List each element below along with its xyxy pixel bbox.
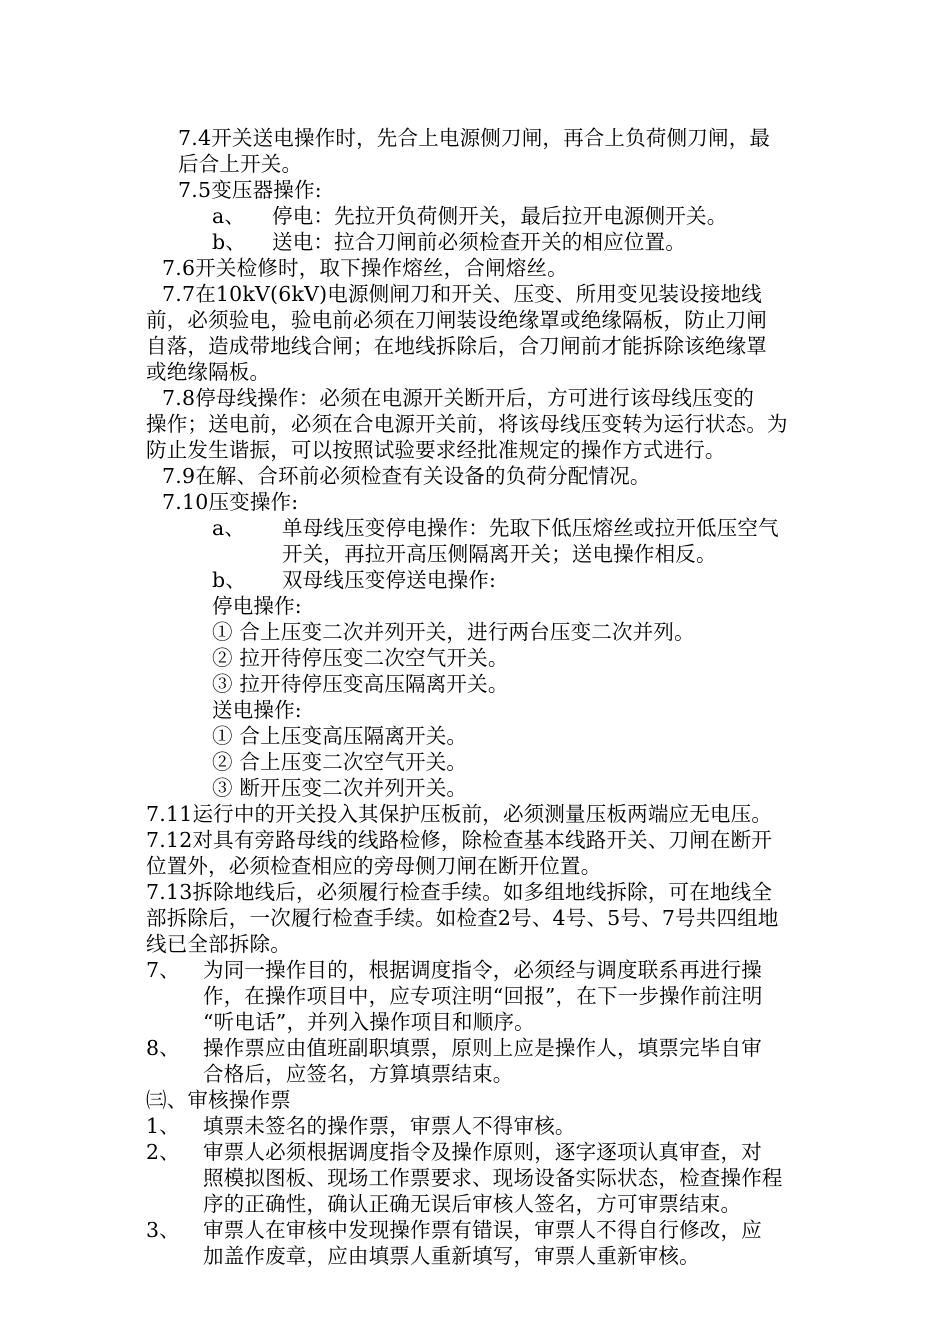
text-line: 位置外，必须检查相应的旁母侧刀闸在断开位置。 (146, 854, 602, 878)
text-line: 双母线压变停送电操作: (282, 568, 497, 592)
text-line: 送电：拉合刀闸前必须检查开关的相应位置。 (272, 230, 686, 254)
text-line: 序的正确性，确认正确无误后审核人签名，方可审票结束。 (203, 1192, 742, 1216)
text-line: 单母线压变停电操作：先取下低压熔丝或拉开低压空气 (282, 516, 779, 540)
text-line: 停电：先拉开负荷侧开关，最后拉开电源侧开关。 (272, 204, 728, 228)
list-marker: 2、 (146, 1140, 180, 1164)
text-line: 7.6开关检修时，取下操作熔丝，合闸熔丝。 (162, 256, 568, 280)
text-line: 操作；送电前，必须在合电源开关前，将该母线压变转为运行状态。为 (146, 412, 788, 436)
list-marker: 3、 (146, 1218, 180, 1242)
text-line: 合格后，应签名，方算填票结束。 (203, 1062, 514, 1086)
text-line: 作，在操作项目中，应专项注明“回报”，在下一步操作前注明 (203, 984, 763, 1008)
list-marker: b、 (212, 568, 247, 592)
text-line: ② 合上压变二次空气开关。 (212, 750, 468, 774)
text-line: ① 合上压变二次并列开关，进行两台压变二次并列。 (212, 620, 695, 644)
text-line: 后合上开关。 (178, 152, 303, 176)
text-line: 照模拟图板、现场工作票要求、现场设备实际状态，检查操作程 (203, 1166, 783, 1190)
text-line: 7.13拆除地线后，必须履行检查手续。如多组地线拆除，可在地线全 (146, 880, 773, 904)
text-line: 7.7在10kV(6kV)电源侧闸刀和开关、压变、所用变见装设接地线 (162, 282, 762, 306)
text-line: 7.5变压器操作: (178, 178, 322, 202)
text-line: 操作票应由值班副职填票，原则上应是操作人，填票完毕自审 (203, 1036, 762, 1060)
text-line: 7.8停母线操作：必须在电源开关断开后，方可进行该母线压变的 (162, 386, 755, 410)
text-line: 7.11运行中的开关投入其保护压板前，必须测量压板两端应无电压。 (146, 802, 773, 826)
list-marker: b、 (212, 230, 247, 254)
text-line: 自落，造成带地线合闸；在地线拆除后，合刀闸前才能拆除该绝缘罩 (146, 334, 767, 358)
text-line: “听电话”，并列入操作项目和顺序。 (203, 1010, 535, 1034)
text-line: 线已全部拆除。 (146, 932, 291, 956)
list-marker: a、 (212, 516, 246, 540)
list-marker: 1、 (146, 1114, 180, 1138)
text-line: ③ 拉开待停压变高压隔离开关。 (212, 672, 509, 696)
text-line: 审票人在审核中发现操作票有错误，审票人不得自行修改，应 (203, 1218, 762, 1242)
text-line: 7.12对具有旁路母线的线路检修，除检查基本线路开关、刀闸在断开 (146, 828, 773, 852)
text-line: 或绝缘隔板。 (146, 360, 271, 384)
list-marker: 8、 (146, 1036, 180, 1060)
text-line: 送电操作: (212, 698, 302, 722)
text-line: 部拆除后，一次履行检查手续。如检查2号、4号、5号、7号共四组地 (146, 906, 779, 930)
text-line: 开关，再拉开高压侧隔离开关；送电操作相反。 (282, 542, 717, 566)
text-line: 审票人必须根据调度指令及操作原则，逐字逐项认真审查，对 (203, 1140, 762, 1164)
text-line: 前，必须验电，验电前必须在刀闸装设绝缘罩或绝缘隔板，防止刀闸 (146, 308, 767, 332)
text-line: 为同一操作目的，根据调度指令，必须经与调度联系再进行操 (203, 958, 762, 982)
text-line: ② 拉开待停压变二次空气开关。 (212, 646, 509, 670)
text-line: 填票未签名的操作票，审票人不得审核。 (203, 1114, 576, 1138)
list-marker: a、 (212, 204, 246, 228)
text-line: 7.10压变操作: (162, 490, 299, 514)
text-line: 加盖作废章，应由填票人重新填写，审票人重新审核。 (203, 1244, 700, 1268)
section-heading: ㈢、审核操作票 (146, 1088, 291, 1112)
text-line: 停电操作: (212, 594, 302, 618)
list-marker: 7、 (146, 958, 180, 982)
text-line: ① 合上压变高压隔离开关。 (212, 724, 468, 748)
text-line: ③ 断开压变二次并列开关。 (212, 776, 468, 800)
text-line: 7.4开关送电操作时，先合上电源侧刀闸，再合上负荷侧刀闸，最 (178, 126, 771, 150)
text-line: 防止发生谐振，可以按照试验要求经批准规定的操作方式进行。 (146, 438, 726, 462)
text-line: 7.9在解、合环前必须检查有关设备的负荷分配情况。 (162, 464, 651, 488)
